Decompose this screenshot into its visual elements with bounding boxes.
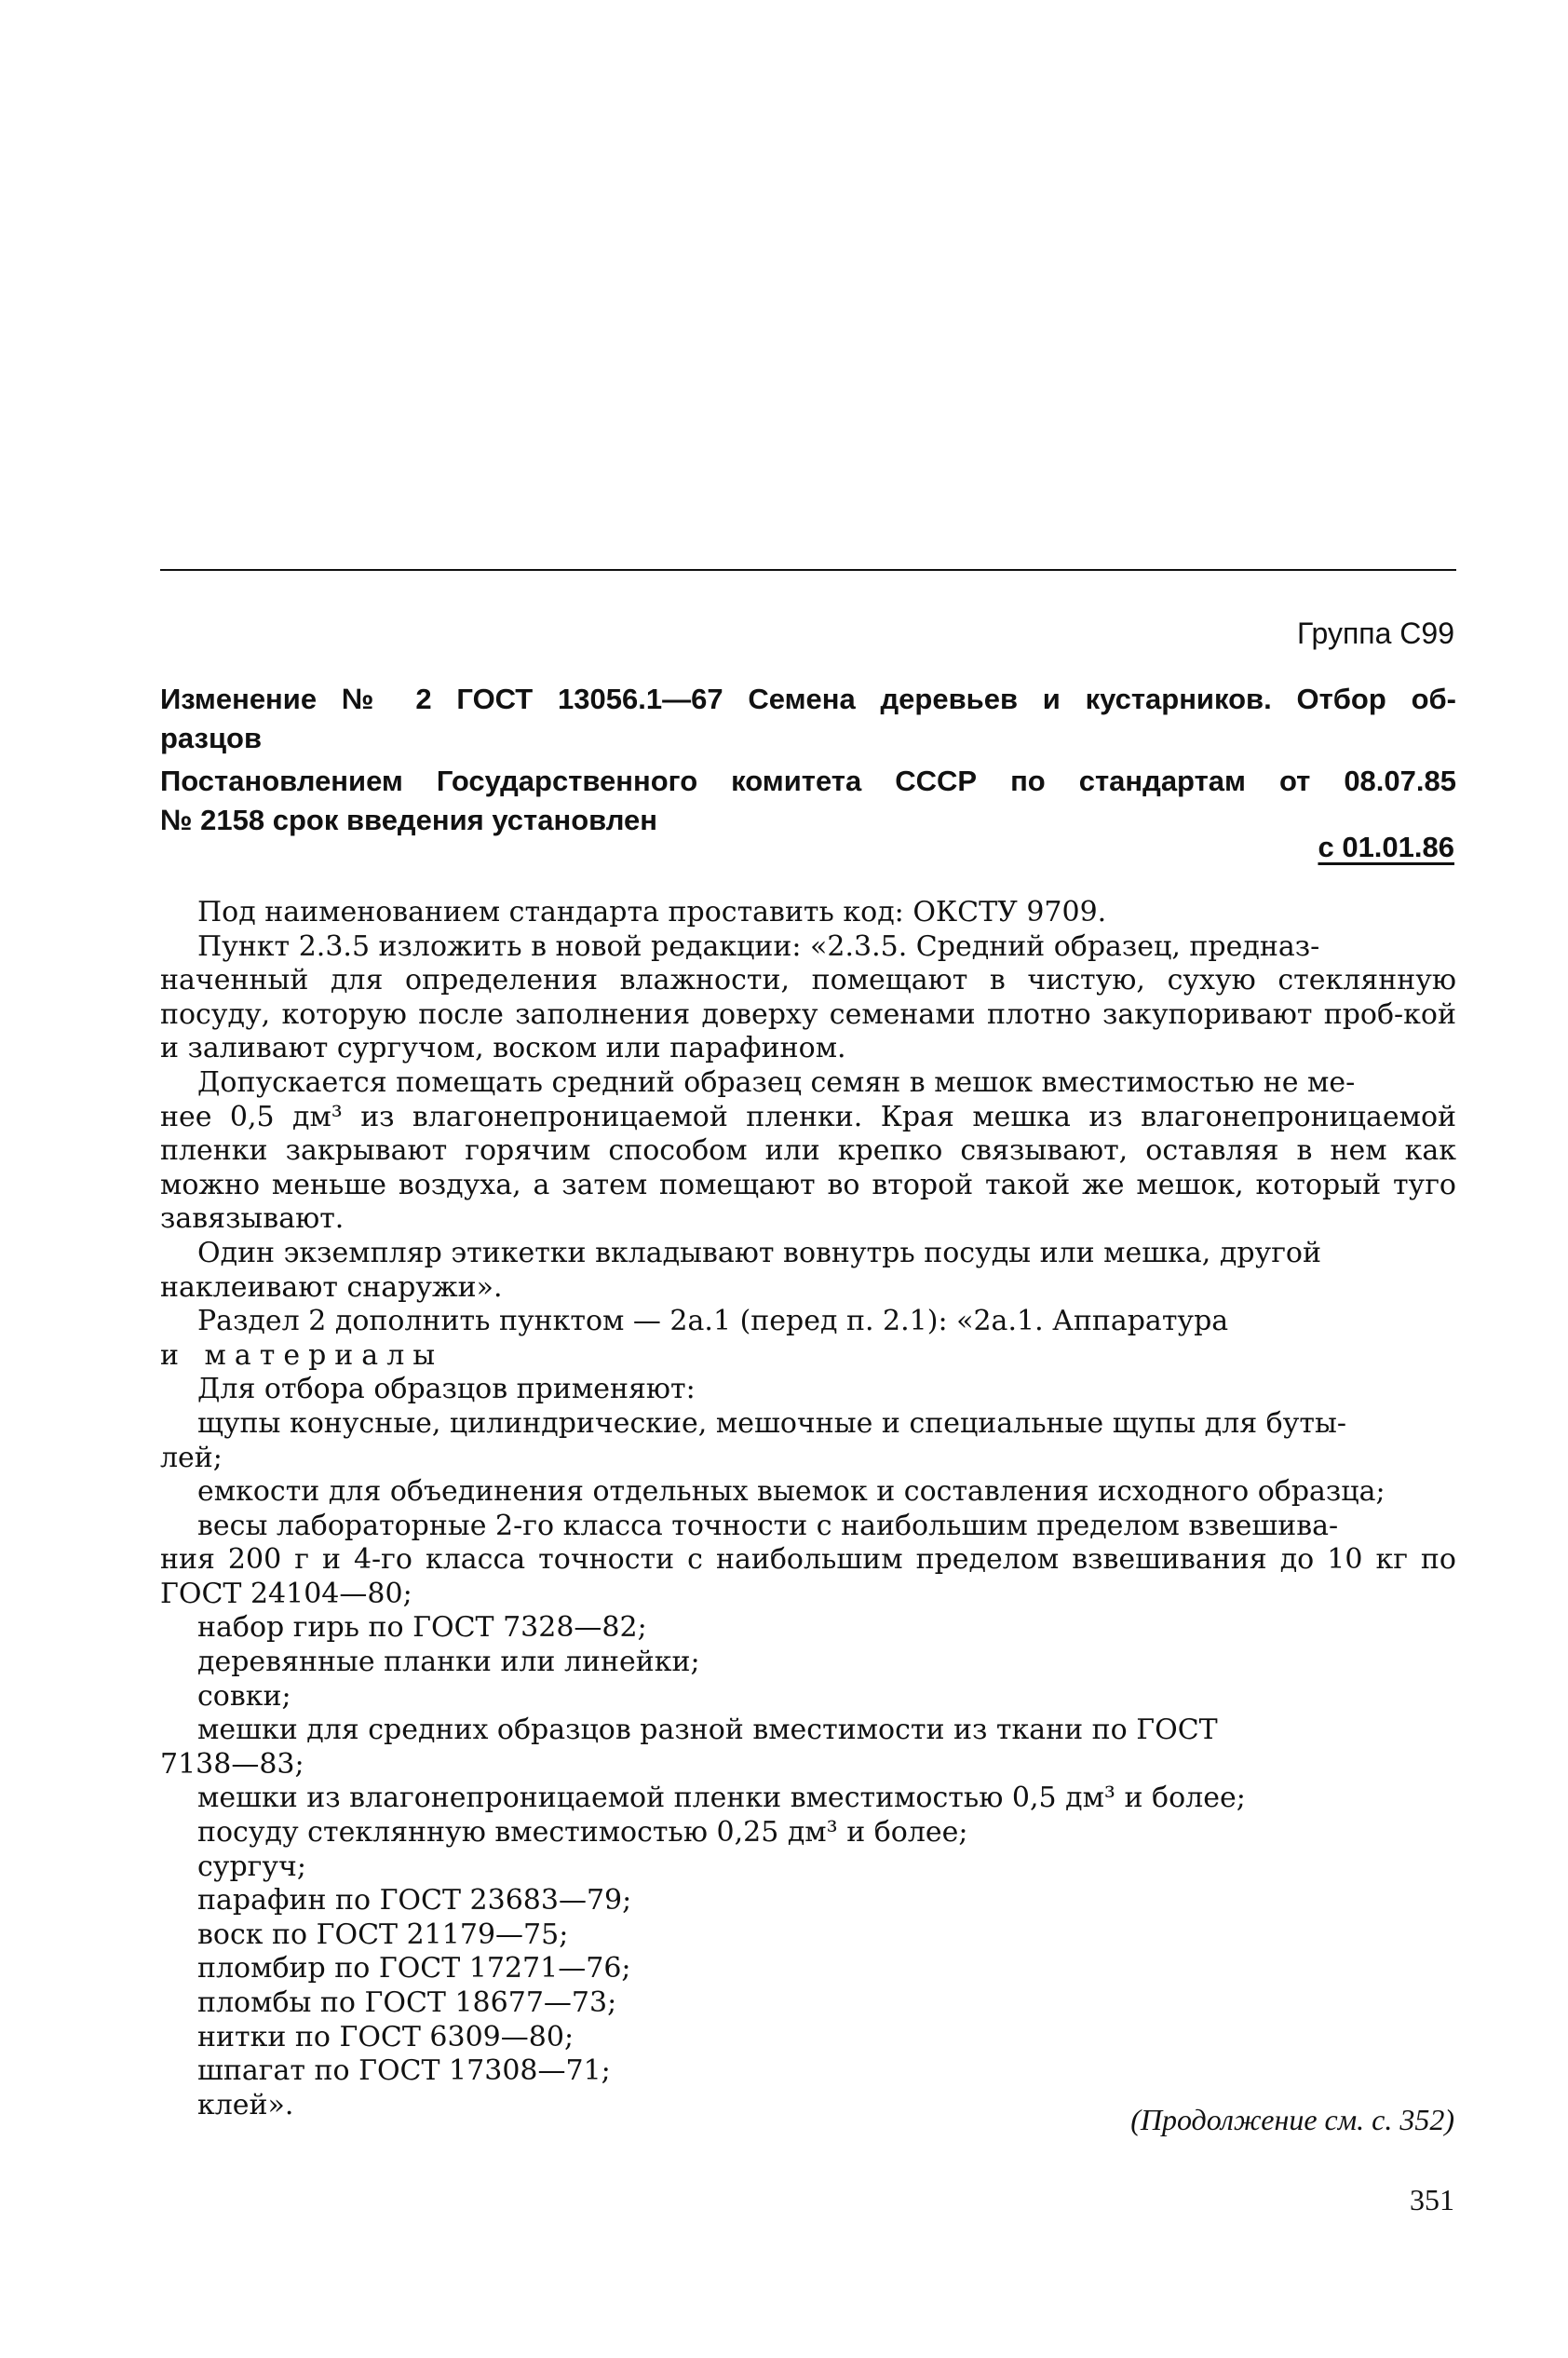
list-item: посуду стеклянную вместимостью 0,25 дм³ и более;: [197, 1816, 968, 1850]
page-number: 351: [1410, 2183, 1454, 2216]
paragraph-section-2-cont: и материалы: [160, 1338, 444, 1372]
decree-statement: [160, 762, 1456, 840]
list-item-cont: 7138—83;: [160, 1747, 304, 1781]
list-item: воск по ГОСТ 21179—75;: [197, 1918, 569, 1951]
title-line-1: Изменение № 2 ГОСТ 13056.1—67 Семена деревьев и кустарников. Отбор об-: [160, 683, 1456, 715]
list-item: совки;: [197, 1679, 291, 1713]
list-item: щупы конусные, цилиндрические, мешочные и специальные щупы для буты-: [197, 1406, 1346, 1440]
list-item: набор гирь по ГОСТ 7328—82;: [197, 1611, 647, 1645]
amendment-title: [160, 680, 1456, 758]
list-item: пломбир по ГОСТ 17271—76;: [197, 1952, 631, 1985]
paragraph-code: Под наименованием стандарта проставить код: ОКСТУ 9709.: [197, 896, 1107, 928]
list-item: шпагат по ГОСТ 17308—71;: [197, 2054, 611, 2088]
paragraph-bag: Допускается помещать средний образец семян в мешок вместимостью не ме-: [197, 1065, 1356, 1099]
top-rule: [160, 569, 1456, 571]
paragraph-2-3-5: Пункт 2.3.5 изложить в новой редакции: «2.3.5. Средний образец, предназ-: [197, 929, 1320, 963]
list-item-cont: лей;: [160, 1441, 223, 1474]
list-item-cont: ния 200 г и 4-го класса точности с наибольшим пределом взвешивания до 10 кг по ГОСТ 24104—80;: [160, 1543, 1456, 1610]
list-item: сургуч;: [197, 1850, 306, 1883]
paragraph-section-2: Раздел 2 дополнить пунктом — 2а.1 (перед п. 2.1): «2а.1. Аппаратура: [197, 1305, 1229, 1338]
effective-date: с 01.01.86: [1318, 831, 1454, 863]
list-item: емкости для объединения отдельных выемок и составления исходного образца;: [197, 1475, 1386, 1509]
paragraph-2-3-5-cont: наченный для определения влажности, помещают в чистую, сухую стеклянную посуду, которую после заполнения доверху семенами плотно закупоривают проб-кой и заливают сургучом, воском или парафином.: [160, 964, 1456, 1065]
paragraph-label: Один экземпляр этикетки вкладывают вовнутрь посуды или мешка, другой: [197, 1236, 1321, 1269]
document-body: [160, 896, 1456, 2122]
paragraph-bag-cont: нее 0,5 дм³ из влагонепроницаемой пленки. Края мешка из влагонепроницаемой пленки закрывают горячим способом или крепко связывают, оставляя в нем как можно меньше воздуха, а затем помещают во второй такой же мешок, который туго завязывают.: [160, 1100, 1456, 1236]
list-item: мешки для средних образцов разной вместимости из ткани по ГОСТ: [197, 1714, 1218, 1747]
list-item: парафин по ГОСТ 23683—79;: [197, 1884, 632, 1918]
list-item: деревянные планки или линейки;: [197, 1646, 700, 1679]
list-item: пломбы по ГОСТ 18677—73;: [197, 1986, 617, 2019]
decree-line-1: Постановлением Государственного комитета СССР по стандартам от 08.07.85: [160, 765, 1456, 797]
list-item: клей».: [197, 2088, 294, 2121]
list-item: весы лабораторные 2-го класса точности с наибольшим пределом взвешива-: [197, 1509, 1339, 1542]
list-item: мешки из влагонепроницаемой пленки вместимостью 0,5 дм³ и более;: [197, 1782, 1246, 1815]
title-line-2: разцов: [160, 722, 263, 754]
group-code: Группа С99: [1296, 617, 1454, 650]
continuation-note: (Продолжение см. с. 352): [1130, 2103, 1454, 2136]
paragraph-label-cont: наклеивают снаружи».: [160, 1270, 503, 1304]
list-item: нитки по ГОСТ 6309—80;: [197, 2020, 574, 2053]
paragraph-apply: Для отбора образцов применяют:: [197, 1373, 696, 1406]
decree-line-2: № 2158 срок введения установлен: [160, 804, 658, 836]
